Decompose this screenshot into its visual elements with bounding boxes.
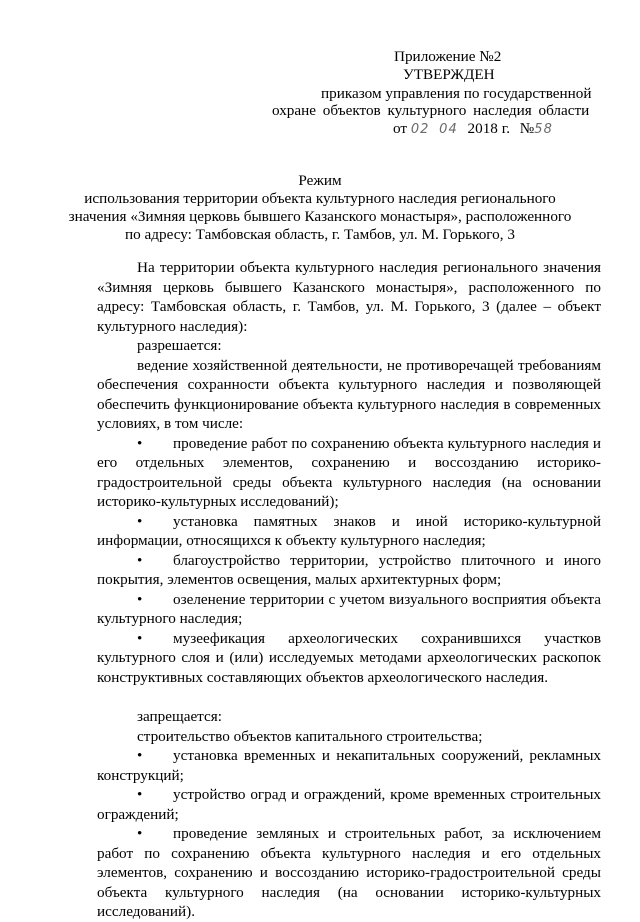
allowed-item [97,434,601,512]
handwritten-number: 58 [534,122,553,137]
forbidden-heading: запрещается: [137,708,222,725]
regime-subtitle-line-1: использования территории объекта культурного наследия регионального [84,190,556,207]
section-spacer [97,687,601,707]
approved-label: УТВЕРЖДЕН [403,66,495,83]
handwritten-day: 02 [410,122,430,137]
number-prefix: № [519,120,535,137]
bullet-glyph: • [137,590,143,608]
allowed-item [97,551,601,590]
forbidden-item-text: устройство оград и ограждений, кроме временных строительных ограждений; [97,786,601,823]
bullet-glyph: • [137,551,143,569]
regime-title: Режим [298,172,342,189]
appendix-label: Приложение №2 [394,48,502,65]
allowed-item-text: проведение работ по сохранению объекта культурного наследия и его отдельных элементов, сохранению и воссозданию историко-градостроительной среды объекта культурного наследия (на основании историко-культурных исследований); [97,434,601,510]
bullet-glyph: • [137,629,143,647]
allowed-item-text: благоустройство территории, устройство плиточного и иного покрытия, элементов освещения, малых архитектурных форм; [97,551,601,588]
allowed-item-text: озеленение территории с учетом визуального восприятия объекта культурного наследия; [97,590,601,627]
forbidden-item [97,824,601,922]
allowed-item [97,629,601,688]
bullet-glyph: • [137,825,143,842]
bullet-glyph: • [137,434,143,452]
allowed-item [97,590,601,629]
order-date-line [393,120,553,139]
forbidden-item [97,785,601,824]
bullet-glyph: • [137,747,143,764]
date-year: 2018 г. [467,120,510,137]
allowed-heading: разрешается: [137,337,222,354]
regime-subtitle-line-2: значения «Зимняя церковь бывшего Казанского монастыря», расположенного [68,208,572,225]
order-line-2: охране объектов культурного наследия области [272,102,590,119]
handwritten-month: 04 [439,122,458,137]
forbidden-main-paragraph: строительство объектов капитального строительства; [137,727,483,745]
forbidden-item-text: установка временных и некапитальных сооружений, рекламных конструкций; [97,747,601,784]
order-line-1: приказом управления по государственной [321,85,592,102]
allowed-item-text: музеефикация археологических сохранившихся участков культурного слоя и (или) исследуемых методами археологических раскопок конструктивных составляющих объектов археологического наследия. [97,629,601,686]
forbidden-item-text: проведение земляных и строительных работ, за исключением работ по сохранению объекта культурного наследия и его отдельных элементов, сохранению и воссозданию историко-градостроительной среды объекта культурного наследия (на основании историко-культурных исследований). [97,825,601,920]
regime-subtitle-line-3: по адресу: Тамбовская область, г. Тамбов, ул. М. Горького, 3 [125,226,515,243]
bullet-glyph: • [137,512,143,530]
allowed-item [97,512,601,551]
document-body [97,258,601,922]
allowed-item-text: установка памятных знаков и иной историко-культурной информации, относящихся к объекту культурного наследия; [97,512,601,549]
date-prefix: от [393,120,408,137]
bullet-glyph: • [137,786,143,803]
allowed-main-paragraph: ведение хозяйственной деятельности, не противоречащей требованиям обеспечения сохранности объекта культурного наследия и позволяющей обеспечить функционирование объекта культурного наследия в современных условиях, в том числе: [97,356,601,432]
intro-paragraph: На территории объекта культурного наследия регионального значения «Зимняя церковь бывшего Казанского монастыря», расположенного по адресу: Тамбовская область, г. Тамбов, ул. М. Горького, 3 (далее – объект культурного наследия): [97,259,601,335]
forbidden-item [97,746,601,785]
